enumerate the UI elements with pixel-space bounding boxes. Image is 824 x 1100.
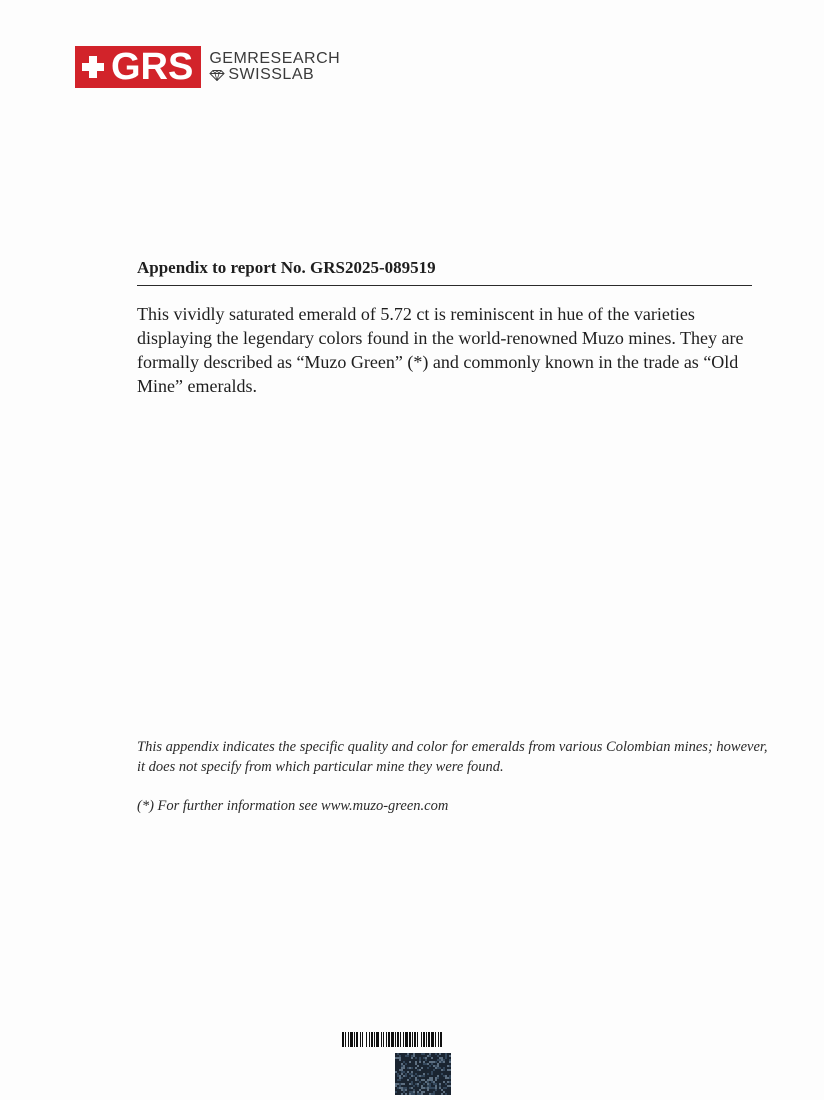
logo-badge [75, 46, 201, 88]
barcode [342, 1032, 511, 1047]
reference-note: (*) For further information see www.muzo-green.com [137, 798, 449, 814]
appendix-heading: Appendix to report No. GRS2025-089519 [137, 258, 752, 286]
logo-text [209, 46, 340, 88]
security-code [395, 1053, 451, 1095]
logo-line2-row [209, 67, 340, 83]
logo-line1: GEMRESEARCH [209, 50, 341, 67]
swiss-cross-icon [81, 55, 105, 79]
appendix-body: This vividly saturated emerald of 5.72 ct is reminiscent in hue of the varieties displaying the legendary colors found in the world-renowned Muzo mines. They are formally described as “Muzo Green” (*) and commonly known in the trade as “Old Mine” emeralds. [137, 304, 744, 396]
diamond-icon [209, 70, 225, 81]
disclaimer-note: This appendix indicates the specific quality and color for emeralds from various Colombian mines; however, it does not specify from which particular mine they were found. [137, 739, 768, 775]
logo-mark: GRS [111, 46, 194, 88]
grs-logo [75, 46, 340, 88]
logo-line2: SWISSLAB [228, 66, 315, 83]
